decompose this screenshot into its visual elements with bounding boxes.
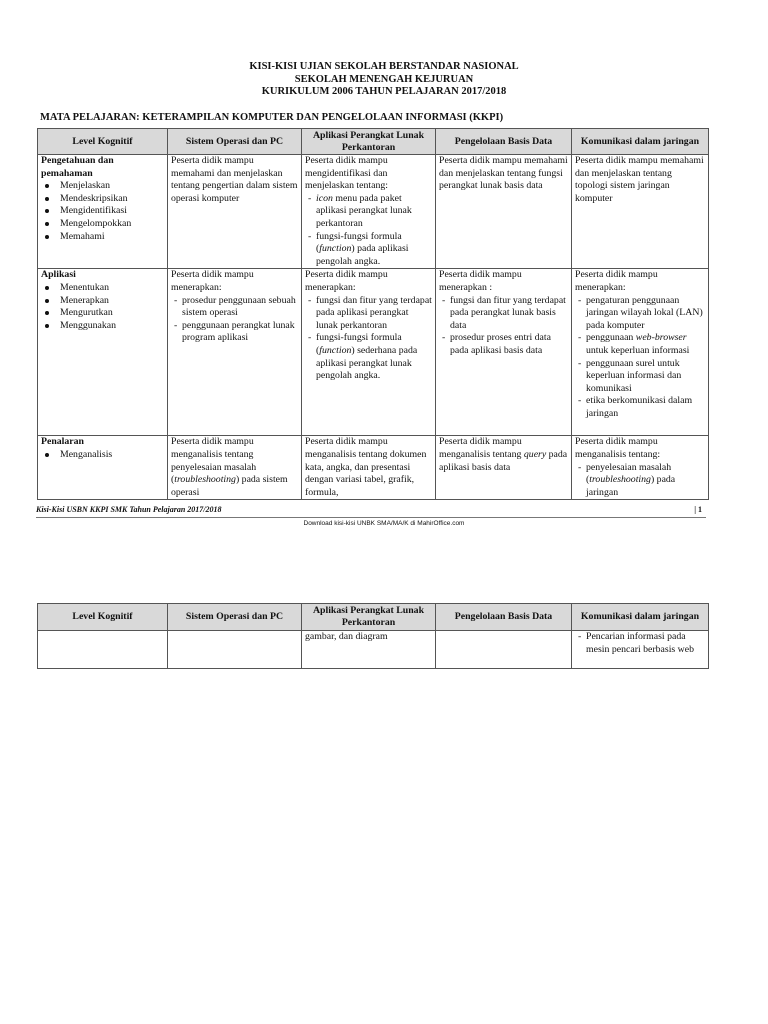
emphasis-text: web-browser xyxy=(635,332,687,344)
kisi-table-page-1 xyxy=(37,128,709,500)
download-note: Download kisi-kisi UNBK SMA/MA/K di MahirOffice.com xyxy=(303,520,465,527)
list-item xyxy=(305,231,432,269)
table-row xyxy=(38,436,709,500)
cell-list xyxy=(305,295,432,383)
list-item: Memahami xyxy=(41,231,164,244)
list-item: - penggunaan perangkat lunak program aplikasi xyxy=(171,320,298,345)
cell-list xyxy=(439,295,568,358)
table-header-row xyxy=(38,129,709,155)
title-line-1: KISI-KISI UJIAN SEKOLAH BERSTANDAR NASIONAL xyxy=(249,61,519,72)
list-item: Menentukan xyxy=(41,282,164,295)
cell-database xyxy=(436,631,572,669)
level-list xyxy=(41,449,164,462)
item-text: menu pada paket aplikasi perangkat lunak perkantoran xyxy=(316,192,412,229)
item-text: untuk keperluan informasi xyxy=(586,344,690,356)
list-item: Menganalisis xyxy=(41,449,164,462)
cell-intro: Peserta didik mampu menerapkan: xyxy=(305,269,388,293)
cell-list xyxy=(305,193,432,269)
emphasis-text: function xyxy=(319,344,352,356)
item-text: ) pada jaringan xyxy=(586,474,676,498)
item-text: ) pada aplikasi pengolah angka. xyxy=(316,243,409,267)
item-text: penggunaan xyxy=(586,332,636,344)
cell-office xyxy=(302,155,436,269)
cell-office xyxy=(302,269,436,436)
page-number: | 1 xyxy=(694,505,702,514)
list-item: - prosedur penggunaan sebuah sistem operasi xyxy=(171,295,298,320)
cell-list xyxy=(575,631,705,656)
list-item: - etika berkomunikasi dalam jaringan xyxy=(575,395,705,420)
footer-caption: Kisi-Kisi USBN KKPI SMK Tahun Pelajaran 2017/2018 xyxy=(36,505,222,514)
col-header-os: Sistem Operasi dan PC xyxy=(168,129,302,155)
list-item xyxy=(305,332,432,382)
cell-intro: Peserta didik mampu menerapkan: xyxy=(575,269,658,293)
cell-network: Peserta didik mampu memahami dan menjelaskan tentang topologi sistem jaringan komputer xyxy=(572,155,709,269)
list-item xyxy=(575,332,705,357)
list-item: Mengurutkan xyxy=(41,307,164,320)
list-item: Menjelaskan xyxy=(41,180,164,193)
list-item: - pengaturan penggunaan jaringan wilayah lokal (LAN) pada komputer xyxy=(575,295,705,333)
footer-divider xyxy=(36,517,706,518)
document-title xyxy=(0,61,768,99)
list-item: - Pencarian informasi pada mesin pencari berbasis web xyxy=(575,631,705,656)
col-header-network: Komunikasi dalam jaringan xyxy=(572,604,709,631)
cell-network xyxy=(572,269,709,436)
emphasis-text: icon xyxy=(316,192,333,204)
cell-network xyxy=(572,436,709,500)
col-header-network: Komunikasi dalam jaringan xyxy=(572,129,709,155)
cell-os: Peserta didik mampu memahami dan menjelaskan tentang pengertian dalam sistem operasi komputer xyxy=(168,155,302,269)
cell-os xyxy=(168,269,302,436)
level-cell xyxy=(38,155,168,269)
list-item xyxy=(575,462,705,500)
item-text: ) sederhana pada aplikasi perangkat lunak pengolah angka. xyxy=(316,344,418,382)
list-item: - penggunaan surel untuk keperluan informasi dan komunikasi xyxy=(575,358,705,396)
cell-list xyxy=(171,295,298,345)
cell-os xyxy=(168,436,302,500)
col-header-level: Level Kognitif xyxy=(38,604,168,631)
col-header-office: Aplikasi Perangkat Lunak Perkantoran xyxy=(302,129,436,155)
list-item: - fungsi dan fitur yang terdapat pada aplikasi perangkat lunak perkantoran xyxy=(305,295,432,333)
list-item: Menerapkan xyxy=(41,295,164,308)
item-text: Peserta didik mampu menganalisis tentang penyelesaian masalah ( xyxy=(171,436,257,486)
subject-heading: MATA PELAJARAN: KETERAMPILAN KOMPUTER DAN PENGELOLAAN INFORMASI (KKPI) xyxy=(40,112,504,123)
table-row xyxy=(38,631,709,669)
list-item: Mengelompokkan xyxy=(41,218,164,231)
cell-network xyxy=(572,631,709,669)
item-text: Peserta didik mampu menganalisis tentang xyxy=(439,436,524,460)
level-list xyxy=(41,180,164,243)
table-row xyxy=(38,269,709,436)
title-line-3: KURIKULUM 2006 TAHUN PELAJARAN 2017/2018 xyxy=(261,86,507,97)
list-item: Mendeskripsikan xyxy=(41,193,164,206)
cell-office: gambar, dan diagram xyxy=(302,631,436,669)
level-title: Pengetahuan dan pemahaman xyxy=(41,155,114,179)
table-row xyxy=(38,155,709,269)
emphasis-text: query xyxy=(523,448,547,460)
item-text: ) pada sistem operasi xyxy=(171,474,288,498)
item-text: fungsi-fungsi formula ( xyxy=(316,230,402,255)
item-text: penyelesaian masalah ( xyxy=(586,461,672,486)
item-text: pada aplikasi basis data xyxy=(439,448,568,473)
cell-intro: Peserta didik mampu menganalisis tentang: xyxy=(575,436,661,460)
col-header-os: Sistem Operasi dan PC xyxy=(168,604,302,631)
cell-office: Peserta didik mampu menganalisis tentang dokumen kata, angka, dan presentasi dengan variasi tabel, grafik, formula, xyxy=(302,436,436,500)
level-title: Penalaran xyxy=(41,436,84,448)
cell-intro: Peserta didik mampu menerapkan: xyxy=(171,269,254,293)
emphasis-text: function xyxy=(319,243,352,255)
cell-database xyxy=(436,269,572,436)
col-header-office: Aplikasi Perangkat Lunak Perkantoran xyxy=(302,604,436,631)
cell-list xyxy=(575,295,705,421)
cell-os xyxy=(168,631,302,669)
item-text: fungsi-fungsi formula ( xyxy=(316,332,402,356)
level-title: Aplikasi xyxy=(41,269,76,281)
list-item: Menggunakan xyxy=(41,320,164,333)
col-header-level: Level Kognitif xyxy=(38,129,168,155)
list-item xyxy=(305,193,432,231)
cell-database xyxy=(436,436,572,500)
list-item: - fungsi dan fitur yang terdapat pada perangkat lunak basis data xyxy=(439,295,568,333)
level-cell xyxy=(38,436,168,500)
cell-intro: Peserta didik mampu menerapkan : xyxy=(439,269,522,293)
list-item: Mengidentifikasi xyxy=(41,205,164,218)
cell-list xyxy=(575,462,705,500)
list-item: - prosedur proses entri data pada aplikasi basis data xyxy=(439,332,568,357)
cell-intro: Peserta didik mampu mengidentifikasi dan menjelaskan tentang: xyxy=(305,155,388,192)
emphasis-text: troubleshooting xyxy=(589,474,651,486)
title-line-2: SEKOLAH MENENGAH KEJURUAN xyxy=(294,73,474,85)
col-header-database: Pengelolaan Basis Data xyxy=(436,129,572,155)
kisi-table-page-2 xyxy=(37,603,709,669)
level-cell xyxy=(38,269,168,436)
level-cell xyxy=(38,631,168,669)
level-list xyxy=(41,282,164,332)
table-header-row xyxy=(38,604,709,631)
cell-database: Peserta didik mampu memahami dan menjelaskan tentang fungsi perangkat lunak basis data xyxy=(436,155,572,269)
emphasis-text: troubleshooting xyxy=(174,474,236,486)
col-header-database: Pengelolaan Basis Data xyxy=(436,604,572,631)
